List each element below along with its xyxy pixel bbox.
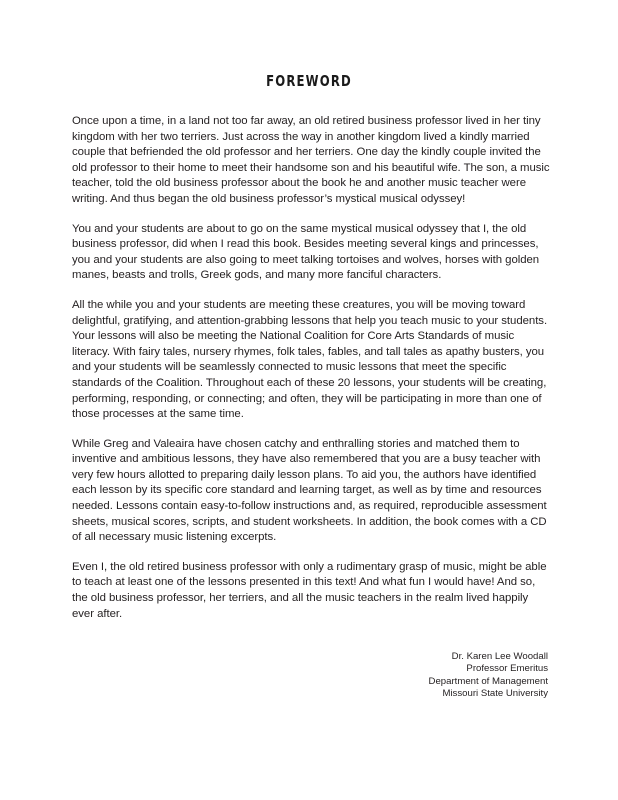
signature-institution: Missouri State University <box>442 688 548 700</box>
paragraph-5: Even I, the old retired business professor with only a rudimentary grasp of music, might be able to teach at least one of the lessons presented in this text! And what fun I would have! And so, the old business professor, her terriers, and all the music teachers in the realm lived happily ever after. <box>72 560 547 620</box>
paragraph-2: You and your students are about to go on the same mystical musical odyssey that I, the old business professor, did when I read this book. Besides meeting several kings and princesses, you and your students are also going to meet talking tortoises and wolves, horses with golden manes, beasts and trolls, Greek gods, and many more fanciful characters. <box>72 222 540 282</box>
signature-title: Professor Emeritus <box>466 663 548 675</box>
signature-name: Dr. Karen Lee Woodall <box>451 651 548 662</box>
paragraph-4: While Greg and Valeaira have chosen catchy and enthralling stories and matched them to inventive and ambitious lessons, they have also remembered that you are a busy teacher with very few hours allotted to preparing daily lesson plans. To aid you, the authors have identified each lesson by its specific core standard and learning target, as well as by time and resources needed. Lessons contain easy-to-follow instructions and, as required, reproducible assessment sheets, musical scores, scripts, and student worksheets. In addition, the book comes with a CD of all necessary music listening excerpts. <box>72 437 547 544</box>
foreword-body <box>72 114 550 636</box>
signature-block <box>429 651 548 701</box>
page-title: FOREWORD <box>266 72 352 90</box>
paragraph-3: All the while you and your students are meeting these creatures, you will be moving toward delightful, gratifying, and attention-grabbing lessons that help you teach music to your students. Your lessons will also be meeting the National Coalition for Core Arts Standards of music literacy. With fairy tales, nursery rhymes, folk tales, fables, and tall tales as apathy busters, you and your students will be seamlessly connected to music lessons that meet the specific standards of the Coalition. Throughout each of these 20 lessons, your students will be creating, performing, responding, or connecting; and often, they will be participating in more than one of those processes at the same time. <box>72 298 548 421</box>
paragraph-1: Once upon a time, in a land not too far away, an old retired business professor lived in her tiny kingdom with her two terriers. Just across the way in another kingdom lived a kindly married couple that befriended the old professor and her terriers. One day the kindly couple invited the old professor to their home to meet their handsome son and his beautiful wife. The son, a music teacher, told the old business professor about the book he and another music teacher were writing. And thus began the old business professor’s mystical musical odyssey! <box>72 115 550 205</box>
signature-department: Department of Management <box>428 675 548 687</box>
